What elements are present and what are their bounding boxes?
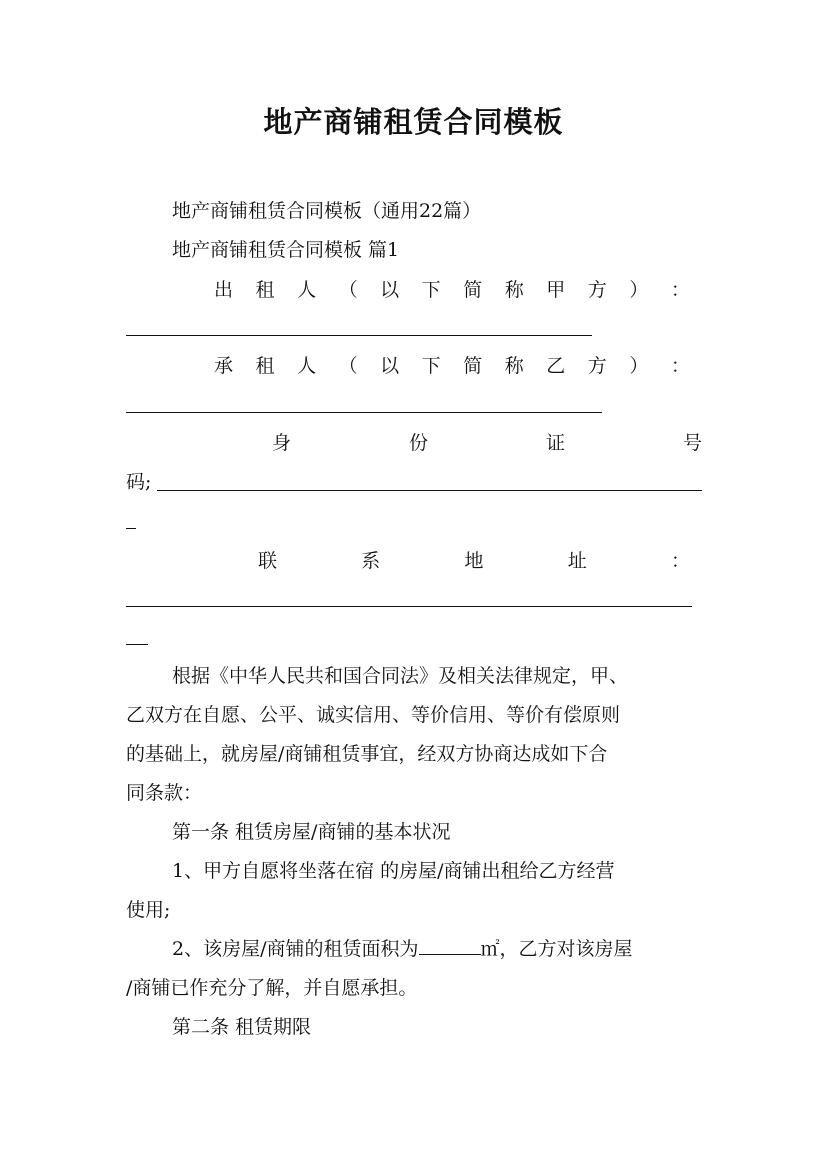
document-title: 地产商铺租赁合同模板 (263, 105, 564, 139)
address-blank-line (126, 606, 692, 607)
label-char: 租 (255, 355, 275, 377)
label-char: 方 (587, 355, 607, 377)
label-char: 方 (587, 279, 607, 301)
item-1-line: 1、甲方自愿将坐落在宿 的房屋/商铺出租给乙方经营 (172, 860, 615, 882)
label-char: 地 (464, 550, 484, 572)
label-char: 以 (380, 355, 400, 377)
label-char: 份 (408, 432, 428, 454)
label-char: 乙 (546, 355, 566, 377)
article-2-heading: 第二条 租赁期限 (172, 1016, 312, 1038)
item-2-text-a: 2、该房屋/商铺的租赁面积为 (172, 938, 419, 960)
label-char: 租 (255, 279, 275, 301)
label-char: 出 (214, 279, 234, 301)
label-char: 甲 (546, 279, 566, 301)
lessor-label (214, 278, 690, 302)
paragraph-line: 乙双方在自愿、公平、诚实信用、等价信用、等价有偿原则 (126, 704, 621, 726)
label-char: 证 (545, 432, 565, 454)
label-char: ） (629, 279, 649, 301)
label-char: 人 (297, 279, 317, 301)
part-heading: 地产商铺租赁合同模板 篇1 (172, 239, 400, 261)
id-number-label (272, 431, 702, 455)
label-char: 下 (421, 279, 441, 301)
paragraph-line: 的基础上，就房屋/商铺租赁事宜，经双方协商达成如下合 (126, 743, 608, 765)
lessee-blank-line (126, 412, 602, 413)
address-label (258, 549, 690, 573)
item-1-line: 使用; (126, 899, 171, 921)
item-2-line: /商铺已作充分了解，并自愿承担。 (126, 977, 418, 999)
label-char: 称 (504, 355, 524, 377)
label-char: 身 (272, 432, 292, 454)
label-char: （ (338, 355, 358, 377)
paragraph-line: 同条款： (126, 782, 203, 804)
lessee-label (214, 354, 690, 378)
label-char: 简 (463, 355, 483, 377)
lessor-blank-line (126, 335, 592, 336)
area-blank-field (419, 938, 481, 955)
label-char: 简 (463, 279, 483, 301)
label-char: 系 (361, 550, 381, 572)
id-number-blank-line-2 (126, 528, 136, 529)
label-char: （ (338, 279, 358, 301)
subtitle: 地产商铺租赁合同模板（通用22篇） (172, 200, 482, 222)
label-char: ： (670, 279, 690, 301)
label-char: ） (629, 355, 649, 377)
item-2-text-b: ㎡，乙方对该房屋 (480, 938, 633, 960)
id-number-tail: 码; (126, 471, 152, 493)
paragraph-line: 根据《中华人民共和国合同法》及相关法律规定，甲、 (172, 665, 629, 687)
label-char: 以 (380, 279, 400, 301)
label-char: 人 (297, 355, 317, 377)
label-char: ： (670, 355, 690, 377)
label-char: ： (670, 550, 690, 572)
article-1-heading: 第一条 租赁房屋/商铺的基本状况 (172, 821, 451, 843)
label-char: 承 (214, 355, 234, 377)
label-char: 称 (504, 279, 524, 301)
label-char: 下 (421, 355, 441, 377)
label-char: 址 (567, 550, 587, 572)
id-number-blank-line (157, 490, 702, 491)
label-char: 联 (258, 550, 278, 572)
item-2-line (172, 937, 633, 961)
address-blank-line-2 (126, 644, 148, 645)
label-char: 号 (682, 432, 702, 454)
